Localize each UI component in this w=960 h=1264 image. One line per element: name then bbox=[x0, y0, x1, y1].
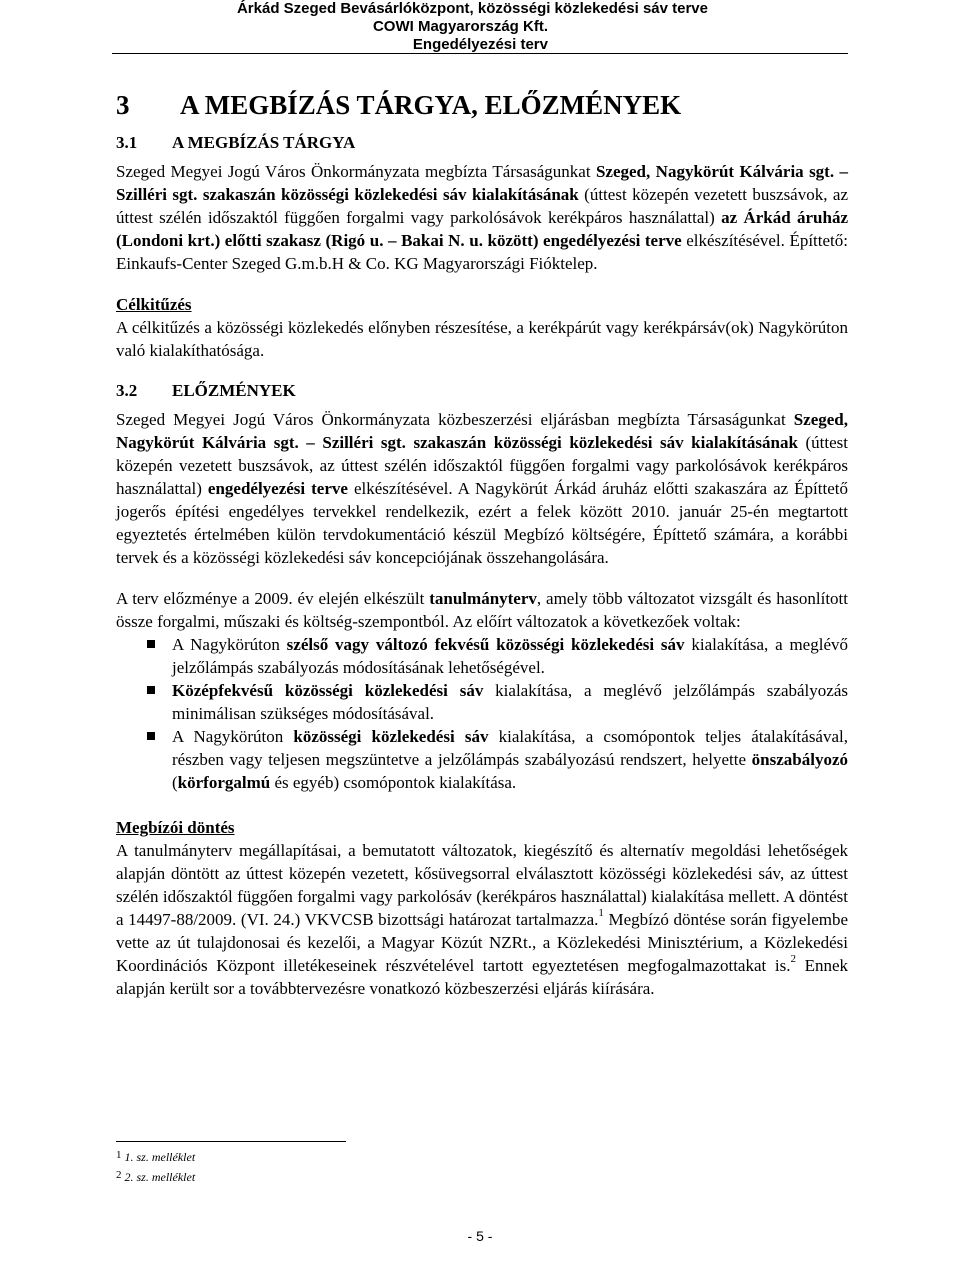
variant-list bbox=[116, 633, 848, 794]
paragraph-history: Szeged Megyei Jogú Város Önkormányzata közbeszerzési eljárásban megbízta Társaságunkat Szeged, Nagykörút Kálvária sgt. – Szilléri sgt. szakaszán közösségi közlekedési sáv kialakításának (úttest közepén vezetett buszsávok, az úttest szélén időszaktól függően forgalmi vagy parkolósávok kerékpáros használattal) engedélyezési terve elkészítésével. A Nagykörút Árkád áruház előtti szakaszára az Építtető jogerős építési engedélyes tervekkel rendelkezik, ezért a felek között 2010. január 25-én megtartott egyeztetés értelmében külön tervdokumentáció készül Megbízó költségére, Építtető számára, a korábbi tervek és a közösségi közlekedési sáv koncepciójának összehangolására. bbox=[116, 410, 848, 567]
objective-section bbox=[116, 293, 848, 362]
paragraph-assignment: Szeged Megyei Jogú Város Önkormányzata megbízta Társaságunkat Szeged, Nagykörút Kálvária sgt. – Szilléri sgt. szakaszán közösségi közlekedési sáv kialakításának (úttest közepén vezetett buszsávok, az úttest szélén időszaktól függően forgalmi vagy parkolósávok kerékpáros használattal) az Árkád áruház (Londoni krt.) előtti szakasz (Rigó u. – Bakai N. u. között) engedélyezési terve elkészítésével. Építtető: Einkaufs-Center Szeged G.m.b.H & Co. KG Magyarországi Fióktelep. bbox=[116, 162, 848, 273]
section-3-2-heading: 3.2 ELŐZMÉNYEK bbox=[116, 381, 296, 400]
client-decision-heading: Megbízói döntés bbox=[116, 818, 235, 837]
header-rule bbox=[112, 53, 848, 54]
paragraph-study-plan: A terv előzménye a 2009. év elején elkészült tanulmányterv, amely több változatot vizsgált és hasonlított össze forgalmi, műszaki és költség-szempontból. Az előírt változatok a következőek voltak: bbox=[116, 589, 848, 631]
client-decision-section bbox=[116, 816, 848, 1000]
client-decision-text: A tanulmányterv megállapításai, a bemutatott változatok, kiegészítő és alternatív megoldási lehetőségek alapján döntött az úttest közepén vezetett, kősüvegsorral elválasztott közösségi közlekedési sáv, az úttest szélén időszaktól függően forgalmi vagy parkolósáv (kerékpáros használattal) kialakítása mellett. A döntést a 14497-88/2009. (VI. 24.) VKVCSB bizottsági határozat tartalmazza.$^1$ Megbízó döntése során figyelembe vette az út tulajdonosai és kezelői, a Magyar Közút NZRt., a Közlekedési Minisztérium, a Közlekedési Koordinációs Központ illetékeseinek részvételével tartott egyeztetésen megfogalmazottakat is.$^2$ Ennek alapján került sor a továbbtervezésre vonatkozó közbeszerzési eljárás kiírására. bbox=[116, 841, 849, 998]
list-item: Középfekvésű közösségi közlekedési sáv kialakítása, a meglévő jelzőlámpás szabályozás minimálisan szükséges módosításával. bbox=[172, 681, 848, 723]
section-3-1-heading: 3.1 A MEGBÍZÁS TÁRGYA bbox=[116, 133, 356, 152]
section-3-heading: 3 A MEGBÍZÁS TÁRGYA, ELŐZMÉNYEK bbox=[116, 90, 682, 120]
header-project-title: Árkád Szeged Bevásárlóközpont, közösségi közlekedési sáv terve bbox=[236, 0, 708, 17]
footnote-ref-2: 2 bbox=[790, 953, 796, 965]
objective-heading: Célkitűzés bbox=[116, 295, 192, 314]
objective-text: A célkitűzés a közösségi közlekedés előnyben részesítése, a kerékpárút vagy kerékpársáv(ok) Nagykörúton való kialakíthatósága. bbox=[116, 318, 848, 360]
footnote-ref-1: 1 bbox=[598, 907, 604, 919]
document-body bbox=[116, 86, 848, 1000]
list-item: A Nagykörúton közösségi közlekedési sáv kialakítása, a csomópontok teljes átalakításával, részben vagy teljesen megszüntetve a jelzőlámpás szabályozású rendszert, helyette önszabályozó (körforgalmú és egyéb) csomópontok kialakítása. bbox=[172, 727, 849, 792]
page-number: - 5 - bbox=[467, 1228, 493, 1244]
header-document-type: Engedélyezési terv bbox=[412, 36, 548, 53]
footnote-2: 2 2. sz. melléklet bbox=[116, 1169, 196, 1184]
list-item: A Nagykörúton szélső vagy változó fekvésű közösségi közlekedési sáv kialakítása, a meglévő jelzőlámpás szabályozás módosításának lehetőségével. bbox=[172, 635, 848, 677]
footnote-separator bbox=[116, 1141, 346, 1142]
footnote-1: 1 1. sz. melléklet bbox=[116, 1149, 196, 1164]
header-company: COWI Magyarország Kft. bbox=[372, 18, 548, 35]
